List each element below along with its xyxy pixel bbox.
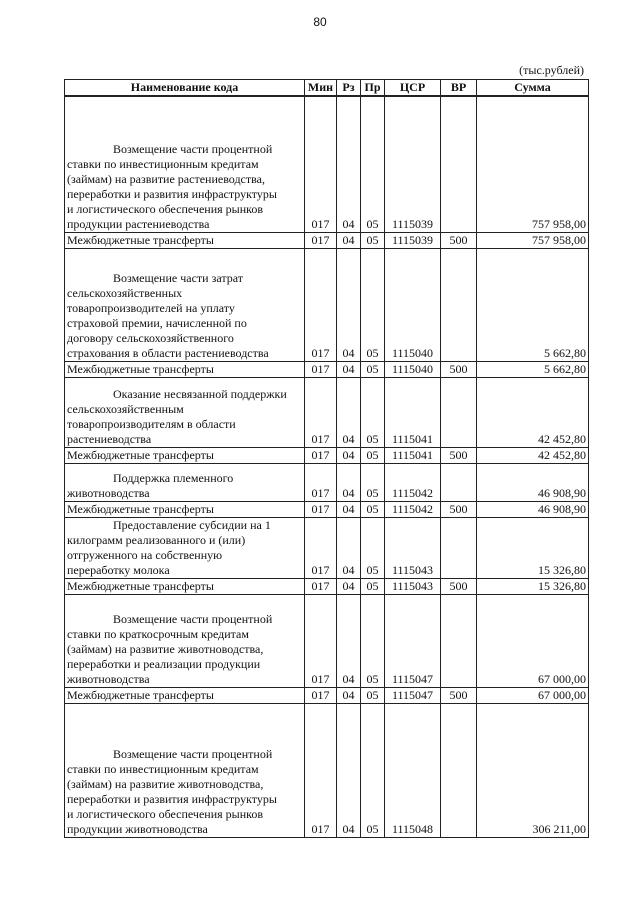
cell-csr: 1115043 — [385, 517, 441, 578]
row-name-line: сельскохозяйственных — [67, 285, 183, 300]
row-name-line: Предоставление субсидии на 1 — [113, 517, 271, 532]
row-name — [65, 501, 305, 517]
cell-pr: 05 — [361, 377, 385, 447]
col-header-sum: Сумма — [477, 80, 589, 97]
cell-rz: 04 — [337, 594, 361, 687]
table-row-item — [65, 703, 589, 837]
cell-vr — [441, 248, 477, 361]
cell-csr: 1115048 — [385, 703, 441, 837]
row-name-line: Возмещение части затрат — [113, 270, 243, 285]
cell-pr: 05 — [361, 361, 385, 377]
cell-vr — [441, 594, 477, 687]
row-name-line: переработки и реализации продукции — [67, 656, 261, 671]
cell-sum: 757 958,00 — [477, 96, 589, 232]
row-name-line: сельскохозяйственным — [67, 401, 184, 416]
cell-sum: 67 000,00 — [477, 687, 589, 703]
row-name-line: Оказание несвязанной поддержки — [113, 386, 287, 401]
cell-rz: 04 — [337, 232, 361, 248]
row-name-line: страховой премии, начисленной по — [67, 315, 247, 330]
row-name-line: продукции животноводства — [67, 821, 208, 836]
page-number: 80 — [313, 15, 327, 29]
cell-pr: 05 — [361, 463, 385, 501]
row-name-line: животноводства — [67, 485, 150, 500]
row-name-line: ставки по инвестиционным кредитам — [67, 761, 259, 776]
row-name-line: (займам) на развитие растениеводства, — [67, 171, 265, 186]
cell-min: 017 — [305, 687, 337, 703]
cell-pr: 05 — [361, 96, 385, 232]
cell-rz: 04 — [337, 447, 361, 463]
table-row-item — [65, 96, 589, 232]
cell-min: 017 — [305, 248, 337, 361]
cell-csr: 1115047 — [385, 594, 441, 687]
row-name-line: и логистического обеспечения рынков — [67, 201, 264, 216]
table-row-item — [65, 248, 589, 361]
cell-rz: 04 — [337, 501, 361, 517]
row-name-line: Межбюджетные трансферты — [67, 687, 214, 702]
table-row-transfer — [65, 361, 589, 377]
budget-table — [64, 79, 589, 838]
cell-csr: 1115041 — [385, 377, 441, 447]
table-row-item — [65, 594, 589, 687]
row-name-line: договору сельскохозяйственного — [67, 330, 234, 345]
table-row-transfer — [65, 232, 589, 248]
row-name-line: Межбюджетные трансферты — [67, 501, 214, 516]
row-name-line: ставки по краткосрочным кредитам — [67, 626, 249, 641]
cell-rz: 04 — [337, 578, 361, 594]
row-name — [65, 703, 305, 837]
cell-rz: 04 — [337, 703, 361, 837]
table-row-item — [65, 517, 589, 578]
units-label: (тыс.рублей) — [519, 63, 584, 77]
cell-vr — [441, 463, 477, 501]
cell-rz: 04 — [337, 377, 361, 447]
row-name — [65, 96, 305, 232]
cell-vr: 500 — [441, 447, 477, 463]
cell-pr: 05 — [361, 447, 385, 463]
col-header-csr: ЦСР — [385, 80, 441, 97]
cell-sum: 42 452,80 — [477, 447, 589, 463]
cell-rz: 04 — [337, 687, 361, 703]
cell-sum: 46 908,90 — [477, 501, 589, 517]
row-name — [65, 447, 305, 463]
row-name-line: переработки и развития инфраструктуры — [67, 186, 277, 201]
table-body — [65, 96, 589, 837]
cell-vr — [441, 377, 477, 447]
cell-csr: 1115039 — [385, 232, 441, 248]
row-name-line: (займам) на развитие животноводства, — [67, 776, 264, 791]
row-name-line: Возмещение части процентной — [113, 141, 273, 156]
row-name-line: товаропроизводителям в области — [67, 416, 236, 431]
row-name-line: Возмещение части процентной — [113, 746, 273, 761]
row-name-line: продукции растениеводства — [67, 216, 210, 231]
cell-csr: 1115040 — [385, 248, 441, 361]
row-name — [65, 232, 305, 248]
cell-min: 017 — [305, 517, 337, 578]
cell-sum: 46 908,90 — [477, 463, 589, 501]
cell-csr: 1115043 — [385, 578, 441, 594]
cell-sum: 15 326,80 — [477, 578, 589, 594]
cell-csr: 1115039 — [385, 96, 441, 232]
cell-pr: 05 — [361, 232, 385, 248]
row-name — [65, 517, 305, 578]
cell-sum: 757 958,00 — [477, 232, 589, 248]
cell-pr: 05 — [361, 517, 385, 578]
cell-sum: 42 452,80 — [477, 377, 589, 447]
row-name-line: переработку молока — [67, 562, 170, 577]
table-row-item — [65, 377, 589, 447]
row-name — [65, 578, 305, 594]
row-name-line: (займам) на развитие животноводства, — [67, 641, 264, 656]
cell-rz: 04 — [337, 96, 361, 232]
row-name — [65, 463, 305, 501]
cell-sum: 15 326,80 — [477, 517, 589, 578]
row-name-line: Межбюджетные трансферты — [67, 232, 214, 247]
row-name-line: животноводства — [67, 671, 150, 686]
row-name-line: переработки и развития инфраструктуры — [67, 791, 277, 806]
row-name-line: страхования в области растениеводства — [67, 345, 269, 360]
row-name-line: ставки по инвестиционным кредитам — [67, 156, 259, 171]
cell-vr — [441, 703, 477, 837]
table-row-transfer — [65, 447, 589, 463]
cell-vr: 500 — [441, 578, 477, 594]
cell-min: 017 — [305, 361, 337, 377]
cell-pr: 05 — [361, 501, 385, 517]
table-row-transfer — [65, 687, 589, 703]
cell-vr: 500 — [441, 361, 477, 377]
table-header-row — [65, 80, 589, 97]
cell-vr — [441, 96, 477, 232]
cell-sum: 67 000,00 — [477, 594, 589, 687]
col-header-vr: ВР — [441, 80, 477, 97]
cell-csr: 1115042 — [385, 463, 441, 501]
row-name-line: Поддержка племенного — [113, 470, 234, 485]
cell-vr: 500 — [441, 232, 477, 248]
row-name-line: Межбюджетные трансферты — [67, 361, 214, 376]
row-name — [65, 377, 305, 447]
cell-min: 017 — [305, 96, 337, 232]
cell-rz: 04 — [337, 361, 361, 377]
cell-sum: 5 662,80 — [477, 361, 589, 377]
cell-rz: 04 — [337, 463, 361, 501]
col-header-name: Наименование кода — [65, 80, 305, 97]
cell-pr: 05 — [361, 248, 385, 361]
row-name-line: Межбюджетные трансферты — [67, 578, 214, 593]
cell-min: 017 — [305, 578, 337, 594]
row-name — [65, 248, 305, 361]
cell-pr: 05 — [361, 703, 385, 837]
table-row-transfer — [65, 501, 589, 517]
row-name — [65, 687, 305, 703]
cell-vr: 500 — [441, 501, 477, 517]
cell-csr: 1115040 — [385, 361, 441, 377]
cell-csr: 1115047 — [385, 687, 441, 703]
row-name-line: товаропроизводителей на уплату — [67, 300, 235, 315]
cell-min: 017 — [305, 703, 337, 837]
cell-pr: 05 — [361, 578, 385, 594]
cell-sum: 5 662,80 — [477, 248, 589, 361]
cell-min: 017 — [305, 232, 337, 248]
table-row-item — [65, 463, 589, 501]
cell-pr: 05 — [361, 594, 385, 687]
row-name-line: растениеводства — [67, 431, 152, 446]
row-name-line: килограмм реализованного и (или) — [67, 532, 246, 547]
row-name-line: Межбюджетные трансферты — [67, 447, 214, 462]
table-row-transfer — [65, 578, 589, 594]
cell-vr — [441, 517, 477, 578]
row-name-line: и логистического обеспечения рынков — [67, 806, 264, 821]
cell-min: 017 — [305, 447, 337, 463]
cell-sum: 306 211,00 — [477, 703, 589, 837]
cell-rz: 04 — [337, 248, 361, 361]
cell-min: 017 — [305, 594, 337, 687]
cell-min: 017 — [305, 377, 337, 447]
cell-min: 017 — [305, 463, 337, 501]
cell-min: 017 — [305, 501, 337, 517]
cell-vr: 500 — [441, 687, 477, 703]
cell-csr: 1115042 — [385, 501, 441, 517]
cell-pr: 05 — [361, 687, 385, 703]
col-header-pr: Пр — [361, 80, 385, 97]
cell-csr: 1115041 — [385, 447, 441, 463]
cell-rz: 04 — [337, 517, 361, 578]
row-name-line: отгруженного на собственную — [67, 547, 223, 562]
row-name — [65, 361, 305, 377]
col-header-min: Мин — [305, 80, 337, 97]
row-name — [65, 594, 305, 687]
row-name-line: Возмещение части процентной — [113, 611, 273, 626]
col-header-rz: Рз — [337, 80, 361, 97]
